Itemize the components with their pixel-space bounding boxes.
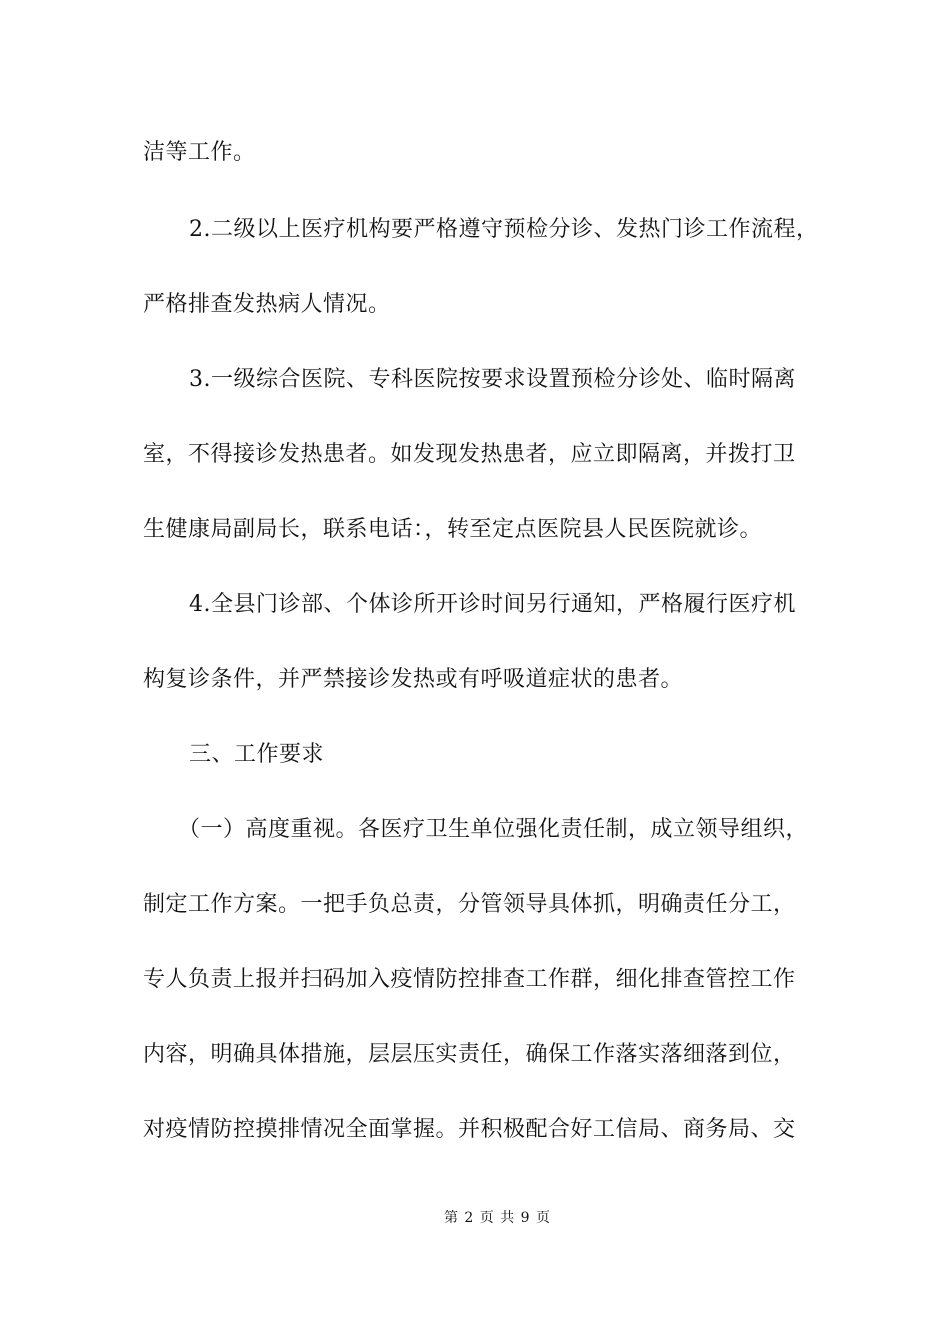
body-line-8: 构复诊条件，并严禁接诊发热或有呼吸道症状的患者。 <box>143 667 684 692</box>
body-line-2: 2.二级以上医疗机构要严格遵守预检分诊、发热门诊工作流程， <box>189 217 819 242</box>
section-heading: 三、工作要求 <box>189 742 325 767</box>
body-line-12: 专人负责上报并扫码加入疫情防控排查工作群，细化排查管控工作 <box>143 967 796 992</box>
body-line-1: 洁等工作。 <box>143 140 256 165</box>
body-line-7: 4.全县门诊部、个体诊所开诊时间另行通知，严格履行医疗机 <box>189 592 796 617</box>
body-line-6: 生健康局副局长，联系电话：，转至定点医院县人民医院就诊。 <box>143 517 763 542</box>
body-line-14: 对疫情防控摸排情况全面掌握。并积极配合好工信局、商务局、交 <box>143 1117 796 1142</box>
page-number-footer: 第 2 页 共 9 页 <box>443 1210 552 1226</box>
body-line-11: 制定工作方案。一把手负总责，分管领导具体抓，明确责任分工， <box>143 892 796 917</box>
body-line-10: （一）高度重视。各医疗卫生单位强化责任制，成立领导组织， <box>178 817 809 842</box>
body-line-5: 室，不得接诊发热患者。如发现发热患者，应立即隔离，并拨打卫 <box>143 442 796 467</box>
body-line-13: 内容，明确具体措施，层层压实责任，确保工作落实落细落到位， <box>143 1042 796 1067</box>
body-line-4: 3.一级综合医院、专科医院按要求设置预检分诊处、临时隔离 <box>189 367 796 392</box>
body-line-3: 严格排查发热病人情况。 <box>143 292 391 317</box>
